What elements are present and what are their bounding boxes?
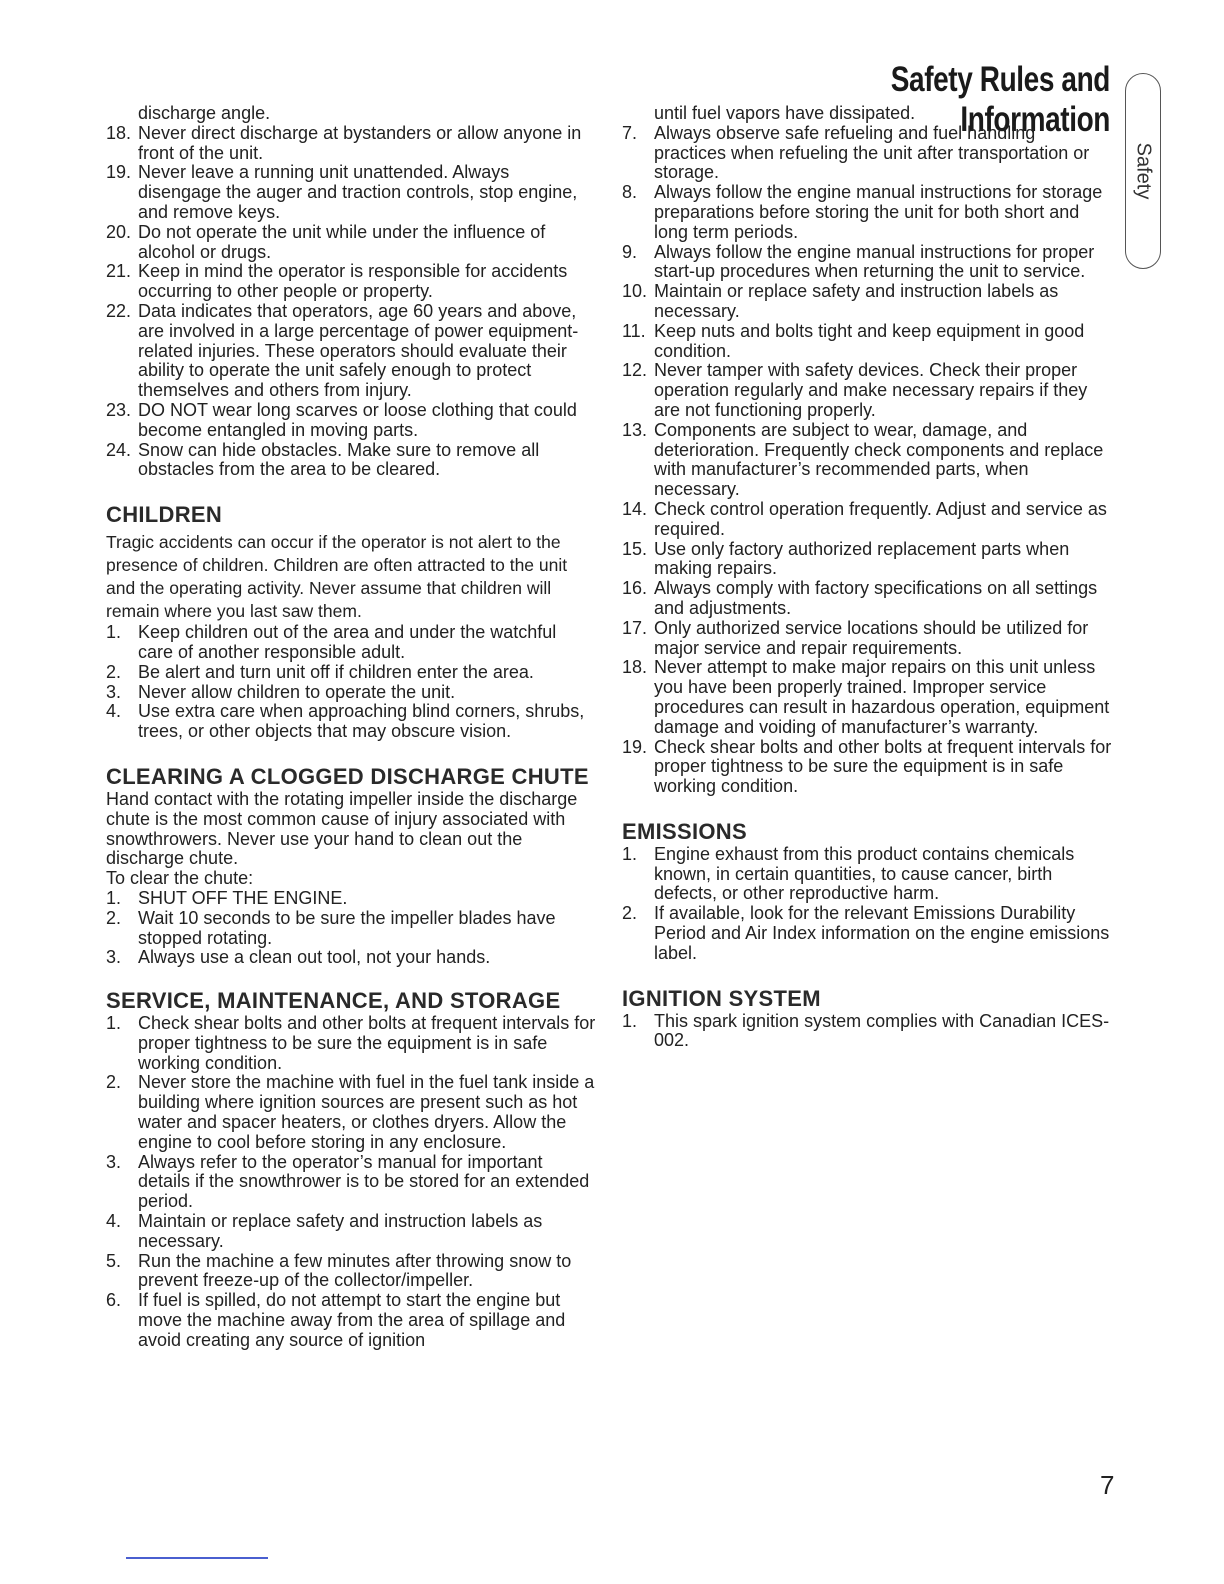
service-heading: SERVICE, MAINTENANCE, AND STORAGE	[106, 988, 561, 1014]
list-item	[106, 663, 596, 683]
list-item	[106, 262, 596, 302]
list-item-number: 18.	[106, 122, 132, 143]
list-item-number: 21.	[106, 261, 132, 282]
list-item-text: Keep nuts and bolts tight and keep equipment in good condition.	[654, 320, 1085, 361]
list-item	[622, 658, 1112, 737]
list-item	[622, 322, 1112, 362]
list-item-text: Always use a clean out tool, not your hands.	[138, 947, 491, 968]
list-item-text: Only authorized service locations should be utilized for major service and repair requirements.	[654, 617, 1089, 658]
list-item	[622, 1012, 1112, 1052]
list-item	[106, 1073, 596, 1152]
list-item	[622, 183, 1112, 242]
service-list	[106, 1014, 596, 1351]
emissions-heading: EMISSIONS	[622, 818, 747, 844]
list-item-text: SHUT OFF THE ENGINE.	[138, 887, 348, 908]
section-tab	[1125, 73, 1161, 269]
clogged-chute-heading: CLEARING A CLOGGED DISCHARGE CHUTE	[106, 763, 589, 789]
children-heading: CHILDREN	[106, 502, 223, 528]
rules-list	[106, 124, 596, 480]
list-item-text: Check shear bolts and other bolts at frequent intervals for proper tightness to be sure the equipment is in safe working condition.	[138, 1013, 596, 1073]
list-item-number: 12.	[622, 360, 648, 381]
list-item	[106, 441, 596, 481]
list-item-text: DO NOT wear long scarves or loose clothing that could become entangled in moving parts.	[138, 399, 577, 440]
section-tab-label: Safety	[1132, 142, 1155, 200]
list-item-text: Always refer to the operator’s manual for important details if the snowthrower is to be stored for an extended period.	[138, 1151, 590, 1212]
list-item-number: 8.	[622, 182, 638, 203]
list-item	[622, 361, 1112, 420]
list-item	[622, 124, 1112, 183]
list-item-text: Maintain or replace safety and instruction labels as necessary.	[138, 1211, 543, 1251]
list-item-number: 5.	[106, 1250, 122, 1271]
list-item-text: Check control operation frequently. Adjust and service as required.	[654, 498, 1107, 539]
clogged-chute-paragraph: Hand contact with the rotating impeller inside the discharge chute is the most common cause of injury associated with snowthrowers. Never use your hand to clean out the discharge chute.	[106, 788, 578, 869]
list-item-number: 1.	[622, 843, 638, 864]
list-item	[106, 702, 596, 742]
list-item-number: 16.	[622, 578, 648, 599]
list-item-number: 9.	[622, 241, 638, 262]
continued-text: until fuel vapors have dissipated.	[654, 103, 916, 123]
list-item-text: Always comply with factory specifications on all settings and adjustments.	[654, 578, 1098, 618]
list-item-text: This spark ignition system complies with Canadian ICES-002.	[654, 1010, 1110, 1051]
list-item	[106, 889, 596, 909]
list-item	[622, 243, 1112, 283]
list-item-text: Components are subject to wear, damage, and deterioration. Frequently check components and replace with manufacturer’s recommended parts, when necessary.	[654, 419, 1104, 500]
list-item-number: 23.	[106, 399, 132, 420]
list-item	[106, 1014, 596, 1073]
list-item-text: Run the machine a few minutes after throwing snow to prevent freeze-up of the collector/impeller.	[138, 1250, 572, 1291]
list-item-number: 7.	[622, 122, 638, 143]
list-item	[106, 623, 596, 663]
list-item-text: Never leave a running unit unattended. Always disengage the auger and traction controls, stop engine, and remove keys.	[138, 162, 578, 222]
page-title: Safety Rules and Information	[890, 60, 1110, 139]
rules-list-continued	[622, 124, 1112, 797]
list-item-number: 10.	[622, 281, 648, 302]
list-item-text: Never store the machine with fuel in the fuel tank inside a building where ignition sources are present such as hot water and spacer heaters, or clothes dryers. Allow the engine to cool before storing in any enclosure.	[138, 1072, 595, 1152]
list-item-number: 22.	[106, 300, 132, 321]
list-item	[106, 1291, 596, 1350]
list-item	[106, 163, 596, 222]
list-item-number: 19.	[106, 162, 132, 183]
list-item-number: 4.	[106, 701, 122, 722]
list-item-text: Wait 10 seconds to be sure the impeller blades have stopped rotating.	[138, 907, 556, 948]
clogged-chute-list	[106, 889, 596, 968]
list-item	[106, 1212, 596, 1252]
children-paragraph: Tragic accidents can occur if the operator is not alert to the presence of children. Children are often attracted to the unit and the operating activity. Never assume that children will remain where you last saw them.	[106, 532, 568, 622]
list-item-number: 2.	[622, 903, 638, 924]
right-column	[622, 104, 1112, 1051]
list-item	[106, 223, 596, 263]
list-item	[622, 500, 1112, 540]
list-item	[622, 845, 1112, 904]
list-item	[106, 1252, 596, 1292]
list-item-text: Use only factory authorized replacement parts when making repairs.	[654, 538, 1070, 579]
list-item-number: 3.	[106, 681, 122, 702]
list-item-number: 14.	[622, 498, 648, 519]
list-item-text: Never tamper with safety devices. Check their proper operation regularly and make necessary repairs if they are not functioning properly.	[654, 360, 1088, 420]
list-item-number: 3.	[106, 1151, 122, 1172]
left-column	[106, 104, 596, 1351]
list-item-text: Always follow the engine manual instructions for proper start-up procedures when returning the unit to service.	[654, 241, 1095, 282]
list-item-number: 18.	[622, 657, 648, 678]
list-item-text: Always follow the engine manual instructions for storage preparations before storing the unit for both short and long term periods.	[654, 182, 1103, 242]
list-item-text: Engine exhaust from this product contains chemicals known, in certain quantities, to cause cancer, birth defects, or other reproductive harm.	[654, 843, 1075, 904]
list-item-text: If available, look for the relevant Emissions Durability Period and Air Index information on the engine emissions label.	[654, 903, 1110, 963]
list-item	[622, 579, 1112, 619]
list-item	[622, 904, 1112, 963]
list-item	[622, 738, 1112, 797]
list-item-number: 6.	[106, 1290, 122, 1311]
list-item-text: Never allow children to operate the unit.	[138, 681, 456, 702]
list-item-number: 1.	[106, 1013, 122, 1034]
list-item-text: Never direct discharge at bystanders or allow anyone in front of the unit.	[138, 122, 582, 163]
list-item-number: 1.	[106, 622, 122, 643]
footer-rule	[126, 1557, 268, 1559]
list-item-text: Always observe safe refueling and fuel handling practices when refueling the unit after transportation or storage.	[654, 122, 1090, 183]
list-item-text: Check shear bolts and other bolts at frequent intervals for proper tightness to be sure the equipment is in safe working condition.	[654, 736, 1112, 797]
list-item-text: If fuel is spilled, do not attempt to start the engine but move the machine away from the area of spillage and avoid creating any source of ignition	[138, 1290, 566, 1350]
list-item	[106, 1153, 596, 1212]
list-item-number: 24.	[106, 439, 132, 460]
list-item-number: 1.	[622, 1010, 638, 1031]
list-item	[106, 909, 596, 949]
page-number: 7	[1100, 1470, 1115, 1500]
list-item-number: 15.	[622, 538, 648, 559]
list-item	[622, 421, 1112, 500]
list-item-text: Be alert and turn unit off if children enter the area.	[138, 661, 534, 682]
list-item-text: Never attempt to make major repairs on this unit unless you have been properly trained. Improper service procedures can result in hazardous operation, equipment damage and voiding of manufacturer’s warranty.	[654, 657, 1110, 737]
list-item-number: 4.	[106, 1211, 122, 1232]
list-item-number: 3.	[106, 947, 122, 968]
list-item-text: Snow can hide obstacles. Make sure to remove all obstacles from the area to be cleared.	[138, 439, 540, 480]
list-item	[106, 401, 596, 441]
clogged-chute-intro: To clear the chute:	[106, 868, 254, 889]
list-item-number: 13.	[622, 419, 648, 440]
list-item-number: 20.	[106, 221, 132, 242]
list-item	[622, 619, 1112, 659]
list-item-number: 17.	[622, 617, 648, 638]
list-item-number: 11.	[622, 320, 646, 341]
list-item-text: Keep children out of the area and under the watchful care of another responsible adult.	[138, 622, 557, 662]
list-item-text: Maintain or replace safety and instruction labels as necessary.	[654, 281, 1059, 321]
list-item	[106, 302, 596, 401]
list-item-text: Data indicates that operators, age 60 years and above, are involved in a large percentage of power equipment-related injuries. These operators should evaluate their ability to operate the unit safely enough to protect themselves and others from injury.	[138, 300, 579, 401]
ignition-heading: IGNITION SYSTEM	[622, 985, 821, 1011]
list-item	[106, 948, 596, 968]
children-list	[106, 623, 596, 742]
list-item-number: 19.	[622, 736, 648, 757]
list-item-number: 1.	[106, 887, 122, 908]
list-item	[622, 282, 1112, 322]
list-item-number: 2.	[106, 1072, 122, 1093]
list-item-number: 2.	[106, 661, 122, 682]
list-item-text: Keep in mind the operator is responsible for accidents occurring to other people or property.	[138, 261, 568, 302]
emissions-list	[622, 845, 1112, 964]
ignition-list	[622, 1012, 1112, 1052]
list-item	[622, 540, 1112, 580]
continued-text: discharge angle.	[138, 103, 271, 123]
list-item-text: Use extra care when approaching blind corners, shrubs, trees, or other objects that may obscure vision.	[138, 701, 585, 742]
list-item-text: Do not operate the unit while under the influence of alcohol or drugs.	[138, 221, 546, 262]
list-item	[106, 683, 596, 703]
list-item-number: 2.	[106, 907, 122, 928]
list-item	[106, 124, 596, 164]
